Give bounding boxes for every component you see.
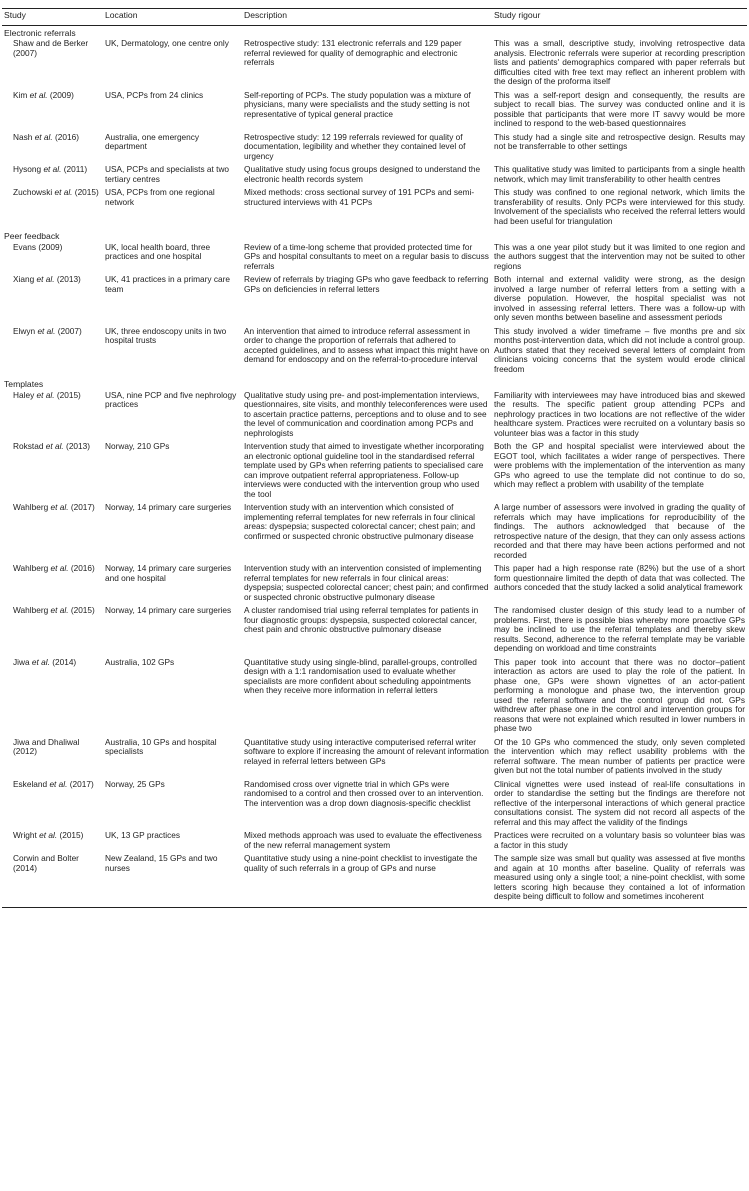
et-al-italic: et al.	[36, 389, 55, 400]
study-cell: Wright et al. (2015)	[13, 830, 84, 840]
et-al-italic: et al.	[45, 441, 64, 451]
description-cell: A cluster randomised trial using referral templates for patients in four diagnostic groups: dyspepsia, suspected colorectal cancer, chest pain and chronic obstructive pulmonary disease	[244, 605, 479, 634]
rigour-cell: This study involved a wider timeframe – five months pre and six months post-intervention data, which did not include a control group. Authors stated that they received several letters of complaint from clinicians voicing concerns that the system would erode clinical freedom	[494, 325, 745, 374]
column-header-study: Study	[2, 9, 103, 26]
rigour-cell: Familiarity with interviewees may have introduced bias and skewed the results. The specific patient group attending PCPs and nephrology practices in two locations are not reflective of the wider healthcare system. Practices were recruited on a voluntary basis so volunteer bias was a factor in this study	[494, 389, 745, 438]
study-cell: Kim et al. (2009)	[13, 89, 74, 100]
et-al-italic: et al.	[49, 778, 68, 789]
table-row	[2, 830, 747, 853]
description-cell: Retrospective study: 12 199 referrals reviewed for quality of documentation, legibility and whether they contained level of urgency	[244, 131, 466, 161]
rigour-cell: A large number of assessors were involved in grading the quality of referrals which may have implications for reproducibility of the findings. The authors acknowledged that because of the retrospective nature of the design, that they can only assess actions recorded and that there may have been actions performed and not recorded	[494, 502, 745, 560]
description-cell: Review of referrals by triaging GPs who gave feedback to referring GPs on deficiencies in referral letters	[244, 274, 489, 294]
et-al-italic: et al.	[50, 605, 69, 615]
location-cell: Norway, 25 GPs	[105, 778, 165, 789]
location-cell: Australia, 102 GPs	[105, 656, 175, 667]
rigour-cell: This qualitative study was limited to participants from a single health network, which may limit transferability to other health centres	[494, 164, 745, 184]
et-al-italic: et al.	[37, 325, 56, 336]
location-cell: Norway, 14 primary care surgeries and one hospital	[105, 563, 232, 583]
table-row	[2, 187, 747, 229]
column-header-rigour: Study rigour	[492, 9, 747, 26]
rigour-cell: Both internal and external validity were strong, as the design involved a large number of referral letters from a setting with a diverse population. However, the hospital specialist was not involved in assessing referral letters. There was a follow-up with only seven months between baseline and assessment periods	[494, 274, 745, 322]
description-cell: An intervention that aimed to introduce referral assessment in order to change the proportion of referrals that adhered to accepted guidelines, and to assess what impact this might have on demand for endoscopy and on the referral-to-procedure interval	[244, 325, 490, 364]
study-cell: Hysong et al. (2011)	[13, 164, 88, 174]
et-al-italic: et al.	[50, 563, 69, 573]
rigour-cell: This paper had a high response rate (82%) but the use of a short form questionnaire limited the depth of data that was collected. The authors conceded that the study lacked a solid analytical framework	[494, 563, 745, 592]
et-al-italic: et al.	[54, 187, 73, 197]
section-title: Peer feedback	[4, 231, 60, 241]
et-al-italic: et al.	[29, 89, 48, 100]
description-cell: Randomised cross over vignette trial in which GPs were randomised to a control and then crossed over to an intervention. The intervention was a drop down diagnosis-specific checklist	[244, 778, 484, 808]
description-cell: Review of a time-long scheme that provided protected time for GPs and hospital consultants to meet on a regular basis to discuss referrals	[244, 241, 489, 271]
study-cell: Evans (2009)	[13, 241, 63, 252]
description-cell: Intervention study that aimed to investigate whether incorporating an electronic optional guideline tool in the standardised referral template used by GPs when referring patients to specialised care can improve outpatient referral appropriateness. Follow-up interviews were conducted with the intervention group who used the tool	[244, 441, 484, 499]
description-cell: Quantitative study using interactive computerised referral writer software to explore if increasing the amount of relevant information relayed in referral letters between GPs	[244, 736, 489, 766]
rigour-cell: Both the GP and hospital specialist were interviewed about the EGOT tool, which facilitates a wider range of perspectives. There were problems with the implementation of the intervention as many GPs who agreed to use the template did not continue to do so, which may reflect a problem with usability of the template	[494, 441, 745, 489]
section-row	[2, 229, 747, 242]
table-row	[2, 502, 747, 563]
column-header-description: Description	[242, 9, 492, 26]
location-cell: Norway, 14 primary care surgeries	[105, 605, 232, 615]
description-cell: Mixed methods: cross sectional survey of 191 PCPs and semi-structured interviews with 41 PCPs	[244, 187, 475, 207]
study-cell: Corwin and Bolter (2014)	[2, 853, 103, 907]
study-rigour-table	[2, 8, 747, 908]
study-cell: Wahlberg et al. (2015)	[13, 605, 95, 615]
study-cell: Zuchowski et al. (2015)	[13, 187, 99, 197]
header-row	[2, 9, 747, 26]
rigour-cell: This paper took into account that there was no doctor–patient interaction as actors are used to play the role of the patient. In phase one, GPs were shown vignettes of an actor-patient performing a monologue and phase two, the intervention group used the referral software and the control group did not. GPs withdrew after phase one in the control and intervention groups for reasons that were not explained which resulted in lower numbers in phase two	[494, 656, 745, 733]
location-cell: UK, 41 practices in a primary care team	[105, 274, 230, 294]
table-row	[2, 605, 747, 657]
location-cell: Norway, 210 GPs	[105, 441, 170, 451]
description-cell: Qualitative study using focus groups designed to understand the electronic health records system	[244, 164, 481, 184]
section-title: Templates	[4, 379, 44, 389]
description-cell: Intervention study with an intervention consisted of implementing referral templates for new referrals in four clinical areas: dyspepsia; suspected colorectal cancer; chest pain; and confirmed or suspected chronic obstructive pulmonary disease	[244, 563, 489, 602]
location-cell: UK, three endoscopy units in two hospital trusts	[105, 325, 227, 345]
description-cell: Quantitative study using a nine-point checklist to investigate the quality of such referrals in a group of GPs and nurse	[242, 853, 492, 907]
table-row	[2, 390, 747, 442]
table-header	[2, 9, 747, 26]
section-row	[2, 377, 747, 390]
description-cell: Self-reporting of PCPs. The study population was a mixture of physicians, many were specialists and the study setting is not representative of typical general practice	[244, 89, 471, 119]
table-row	[2, 853, 747, 907]
et-al-italic: et al.	[34, 131, 53, 142]
et-al-italic: et al.	[39, 830, 58, 840]
study-cell: Xiang et al. (2013)	[13, 274, 81, 284]
study-cell: Eskeland et al. (2017)	[13, 778, 94, 789]
location-cell: Norway, 14 primary care surgeries	[105, 502, 232, 512]
study-cell: Jiwa et al. (2014)	[13, 656, 77, 667]
table-row	[2, 274, 747, 326]
description-cell: Quantitative study using single-blind, parallel-groups, controlled design with a 1:1 randomisation used to evaluate whether specialists are more confident about scheduling appointments when they receive more information in referral letters	[244, 656, 477, 695]
location-cell: UK, local health board, three practices and one hospital	[105, 241, 211, 261]
location-cell: UK, 13 GP practices	[105, 830, 181, 840]
location-cell: USA, nine PCP and five nephrology practices	[105, 389, 237, 409]
table-row	[2, 132, 747, 165]
rigour-cell: This was a self-report design and consequently, the results are subject to recall bias. The survey was conducted online and it is possible that participants that were more IT savvy would be more inclined to respond to the web-based questionnaires	[494, 89, 745, 128]
section-title: Electronic referrals	[4, 27, 76, 38]
rigour-cell: Clinical vignettes were used instead of real-life consultations in order to standardise the setting but the findings are therefore not reflective of the interpersonal interactions of which general practice consultations consist. The system did not record all aspects of the referral and this may affect the validity of the findings	[494, 778, 745, 827]
description-cell: Retrospective study: 131 electronic referrals and 129 paper referral reviewed for quality of demographic and electronic referrals	[244, 38, 462, 67]
description-cell: Intervention study with an intervention which consisted of implementing referral templates for new referrals in four clinical areas: dyspepsia; suspected colorectal cancer; chest pain; and confirmed or suspected chronic obstructive pulmonary disease	[244, 502, 476, 541]
rigour-cell: This study had a single site and retrospective design. Results may not be transferrable to other settings	[494, 131, 745, 151]
table-row	[2, 737, 747, 779]
rigour-cell: The randomised cluster design of this study lead to a number of problems. First, there is possible bias whereby more proactive GPs may be inclined to use the referral templates and thereby skew results. Second, adherence to the referral template may be variable depending on workload and time constraints	[494, 605, 745, 653]
table-row	[2, 90, 747, 132]
table-row	[2, 441, 747, 502]
location-cell: Australia, 10 GPs and hospital specialists	[105, 736, 217, 756]
table-row	[2, 657, 747, 737]
rigour-cell: This was a small, descriptive study, involving retrospective data analysis. Electronic referrals were superior at recording prescription lists and patients' demographics compared with paper referrals but difficulties cited with free text may reflect an inherent problem with the design of the proforma itself	[494, 38, 745, 86]
table-row	[2, 242, 747, 275]
rigour-cell: This was a one year pilot study but it was limited to one region and the authors suggest that the intervention may not be suited to other regions	[494, 241, 745, 271]
location-cell: UK, Dermatology, one centre only	[105, 38, 229, 48]
location-cell: USA, PCPs from one regional network	[105, 187, 215, 207]
description-cell: Mixed methods approach was used to evaluate the effectiveness of the new referral management system	[244, 830, 482, 850]
rigour-cell: This study was confined to one regional network, which limits the transferability of results. Only PCPs were interviewed for this study. Involvement of the specialists who received the referral letters would had been useful for triangulation	[494, 187, 745, 226]
study-cell: Jiwa and Dhaliwal (2012)	[13, 736, 80, 756]
table-body	[2, 25, 747, 907]
study-cell: Wahlberg et al. (2016)	[13, 563, 95, 573]
study-cell: Elwyn et al. (2007)	[13, 325, 82, 336]
location-cell: USA, PCPs and specialists at two tertiary centres	[105, 164, 230, 184]
table-row	[2, 563, 747, 605]
rigour-cell: Of the 10 GPs who commenced the study, only seven completed the intervention which may reflect usability problems with the referral software. The mean number of patients per practice were given but not the total number of patients involved in the study	[494, 736, 745, 775]
table-row	[2, 164, 747, 187]
section-row	[2, 25, 747, 38]
table-row	[2, 38, 747, 90]
rigour-cell: The sample size was small but quality was assessed at five months and again at 10 months after baseline. Quality of referrals was measured using only a single tool; a nine-point checklist, with some letters scoring high because they contained a lot of information despite being difficult to follow and sometimes incoherent	[492, 853, 747, 907]
location-cell: USA, PCPs from 24 clinics	[105, 89, 204, 100]
table-row	[2, 326, 747, 378]
study-cell: Haley et al. (2015)	[13, 389, 81, 400]
location-cell: Australia, one emergency department	[105, 131, 200, 151]
et-al-italic: et al.	[36, 274, 55, 284]
location-cell: New Zealand, 15 GPs and two nurses	[103, 853, 242, 907]
et-al-italic: et al.	[43, 164, 62, 174]
study-cell: Rokstad et al. (2013)	[13, 441, 91, 451]
study-cell: Shaw and de Berker (2007)	[13, 38, 89, 58]
study-cell: Nash et al. (2016)	[13, 131, 79, 142]
table-row	[2, 779, 747, 831]
study-cell: Wahlberg et al. (2017)	[13, 502, 95, 512]
column-header-location: Location	[103, 9, 242, 26]
et-al-italic: et al.	[50, 502, 69, 512]
description-cell: Qualitative study using pre- and post-implementation interviews, questionnaires, site visits, and monthly teleconferences were used to ascertain practice patterns, perceptions and to oluse and to see the level of communication and coordination among PCPs and nephrologists	[244, 389, 488, 438]
et-al-italic: et al.	[31, 656, 50, 667]
rigour-cell: Practices were recruited on a voluntary basis so volunteer bias was a factor in this study	[494, 830, 745, 850]
